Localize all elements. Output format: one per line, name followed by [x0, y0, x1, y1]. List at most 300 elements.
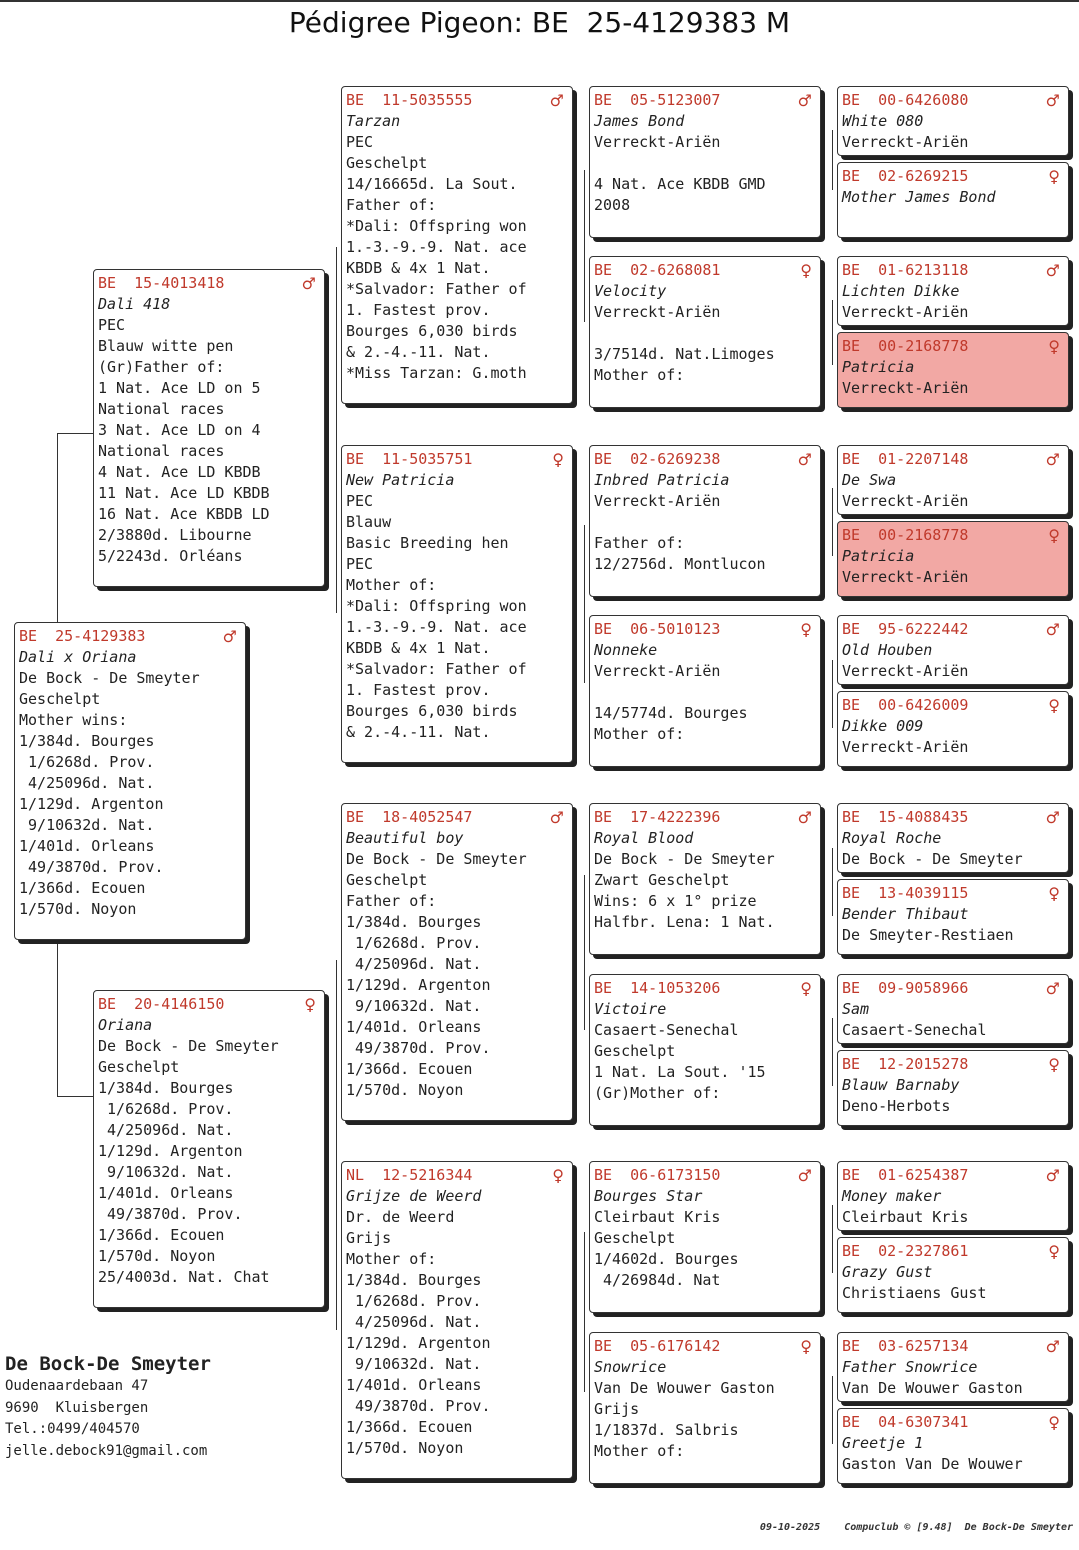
- ring-number: 01-2207148: [878, 450, 969, 468]
- pigeon-detail-line: 49/3870d. Prov.: [346, 1397, 491, 1415]
- pigeon-detail-line: 4/25096d. Nat.: [98, 1121, 234, 1139]
- female-icon: ♀: [304, 995, 316, 1014]
- country-code: BE: [842, 1242, 861, 1260]
- pigeon-name: Patricia: [842, 358, 915, 376]
- pigeon-card-g3e[interactable]: [589, 803, 821, 955]
- pigeon-card-g2b[interactable]: [341, 445, 573, 763]
- country-code: BE: [594, 808, 613, 826]
- male-icon: ♂: [797, 91, 812, 110]
- breeder-city: 9690 Kluisbergen: [5, 1399, 149, 1416]
- pigeon-detail-line: Dr. de Weerd: [346, 1208, 455, 1226]
- pigeon-detail-line: PEC: [98, 316, 126, 334]
- female-icon: ♀: [1048, 1413, 1060, 1432]
- pigeon-detail-line: 9/10632d. Nat.: [346, 997, 482, 1015]
- pigeon-detail-line: Father of:: [346, 892, 437, 910]
- pigeon-ring: [98, 273, 320, 294]
- pigeon-detail-line: 1/366d. Ecouen: [19, 879, 146, 897]
- pigeon-ring: [594, 90, 816, 111]
- connector-line: [832, 660, 833, 728]
- pigeon-detail-line: De Bock - De Smeyter: [19, 669, 200, 687]
- pigeon-detail-line: 49/3870d. Prov.: [346, 1039, 491, 1057]
- pigeon-card-g3c[interactable]: [589, 445, 821, 597]
- pigeon-detail-line: Halfbr. Lena: 1 Nat.: [594, 913, 775, 931]
- pigeon-detail-line: 1/570d. Noyon: [98, 1247, 216, 1265]
- country-code: BE: [346, 91, 365, 109]
- ring-number: 15-4088435: [878, 808, 969, 826]
- pigeon-detail-line: Verreckt-Ariën: [594, 492, 721, 510]
- pigeon-detail-line: PEC: [346, 133, 374, 151]
- ring-number: 25-4129383: [55, 627, 146, 645]
- pigeon-detail-line: Basic Breeding hen: [346, 534, 509, 552]
- connector-line: [336, 247, 337, 613]
- pigeon-detail-line: 25/4003d. Nat. Chat: [98, 1268, 270, 1286]
- pigeon-detail-line: Geschelpt: [346, 871, 428, 889]
- pigeon-detail-line: 4/25096d. Nat.: [346, 955, 482, 973]
- pigeon-detail-line: Grijs: [346, 1229, 392, 1247]
- ring-number: 13-4039115: [878, 884, 969, 902]
- pigeon-ring: [842, 336, 1064, 357]
- breeder-address: Oudenaardebaan 47: [5, 1378, 149, 1394]
- country-code: BE: [98, 274, 117, 292]
- pigeon-name: Velocity: [594, 282, 667, 300]
- pigeon-detail-line: 3/7514d. Nat.Limoges: [594, 345, 775, 363]
- pigeon-detail-line: Verreckt-Ariën: [842, 303, 969, 321]
- pigeon-detail-line: National races: [98, 400, 225, 418]
- pigeon-detail-line: (Gr)Father of:: [98, 358, 225, 376]
- pigeon-detail-line: Geschelpt: [98, 1058, 180, 1076]
- pigeon-card-g4j[interactable]: [837, 879, 1069, 955]
- pigeon-name: Tarzan: [346, 112, 401, 130]
- female-icon: ♀: [800, 620, 812, 639]
- pigeon-detail-line: Bourges 6,030 birds: [346, 702, 518, 720]
- pigeon-detail-line: 1. Fastest prov.: [346, 301, 491, 319]
- pigeon-detail-line: De Bock - De Smeyter: [346, 850, 527, 868]
- pigeon-name: Inbred Patricia: [594, 471, 730, 489]
- female-icon: ♀: [1048, 696, 1060, 715]
- pigeon-detail-line: [594, 682, 816, 703]
- pigeon-name: Lichten Dikke: [842, 282, 960, 300]
- country-code: BE: [842, 808, 861, 826]
- pigeon-detail-line: 14/16665d. La Sout.: [346, 175, 518, 193]
- country-code: BE: [98, 995, 117, 1013]
- pigeon-detail-line: 1/570d. Noyon: [346, 1439, 464, 1457]
- pigeon-detail-line: 1.-3.-9.-9. Nat. ace: [346, 238, 527, 256]
- pigeon-card-g3d[interactable]: [589, 615, 821, 767]
- pigeon-detail-line: 49/3870d. Prov.: [19, 858, 164, 876]
- country-code: BE: [842, 450, 861, 468]
- pigeon-name: Oriana: [98, 1016, 153, 1034]
- country-code: BE: [594, 620, 613, 638]
- pigeon-detail-line: *Salvador: Father of: [346, 660, 527, 678]
- pigeon-ring: [19, 626, 241, 647]
- male-icon: ♂: [1045, 1166, 1060, 1185]
- country-code: BE: [842, 884, 861, 902]
- pigeon-detail-line: Gaston Van De Wouwer: [842, 1455, 1023, 1473]
- pigeon-ring: [594, 978, 816, 999]
- pigeon-ring: [842, 1054, 1064, 1075]
- pigeon-detail-line: Mother of:: [346, 1250, 437, 1268]
- top-border: [0, 0, 1079, 2]
- male-icon: ♂: [1045, 450, 1060, 469]
- pigeon-detail-line: 3 Nat. Ace LD on 4: [98, 421, 261, 439]
- pigeon-detail-line: De Bock - De Smeyter: [842, 850, 1023, 868]
- pigeon-card-g4h[interactable]: [837, 691, 1069, 767]
- ring-number: 02-6269215: [878, 167, 969, 185]
- page-title: Pédigree Pigeon: BE 25-4129383 M: [288, 6, 791, 39]
- pigeon-ring: [842, 1412, 1064, 1433]
- pigeon-card-g4n[interactable]: [837, 1237, 1069, 1313]
- country-code: BE: [346, 450, 365, 468]
- pigeon-detail-line: KBDB & 4x 1 Nat.: [346, 259, 491, 277]
- pigeon-name: Money maker: [842, 1187, 942, 1205]
- pigeon-card-g4e[interactable]: [837, 445, 1069, 515]
- pigeon-detail-line: Mother of:: [594, 725, 685, 743]
- male-icon: ♂: [1045, 261, 1060, 280]
- pigeon-ring: [346, 1165, 568, 1186]
- pigeon-card-g2d[interactable]: [341, 1161, 573, 1479]
- pigeon-ring: [346, 90, 568, 111]
- pigeon-ring: [842, 807, 1064, 828]
- pigeon-detail-line: 49/3870d. Prov.: [98, 1205, 243, 1223]
- connector-line: [832, 848, 833, 916]
- ring-number: 05-6176142: [630, 1337, 721, 1355]
- country-code: NL: [346, 1166, 365, 1184]
- pigeon-ring: [842, 166, 1064, 187]
- pigeon-card-g1a[interactable]: [93, 269, 325, 587]
- pigeon-name: Bender Thibaut: [842, 905, 969, 923]
- male-icon: ♂: [549, 91, 564, 110]
- ring-number: 04-6307341: [878, 1413, 969, 1431]
- pigeon-detail-line: Cleirbaut Kris: [842, 1208, 969, 1226]
- pigeon-detail-line: 1/129d. Argenton: [346, 976, 491, 994]
- pigeon-ring: [346, 807, 568, 828]
- ring-number: 02-2327861: [878, 1242, 969, 1260]
- breeder-info: [5, 1352, 211, 1462]
- pigeon-ring: [842, 1241, 1064, 1262]
- pigeon-name: Grijze de Weerd: [346, 1187, 482, 1205]
- ring-number: 14-1053206: [630, 979, 721, 997]
- ring-number: 02-6268081: [630, 261, 721, 279]
- pigeon-detail-line: 1/570d. Noyon: [19, 900, 137, 918]
- pigeon-name: James Bond: [594, 112, 685, 130]
- female-icon: ♀: [1048, 884, 1060, 903]
- pigeon-ring: [842, 260, 1064, 281]
- pigeon-detail-line: Zwart Geschelpt: [594, 871, 730, 889]
- pigeon-card-g4g[interactable]: [837, 615, 1069, 685]
- pigeon-name: Blauw Barnaby: [842, 1076, 960, 1094]
- ring-number: 01-6213118: [878, 261, 969, 279]
- country-code: BE: [842, 1166, 861, 1184]
- pigeon-detail-line: Verreckt-Ariën: [594, 303, 721, 321]
- ring-number: 00-2168778: [878, 337, 969, 355]
- breeder-email[interactable]: jelle.debock91@gmail.com: [5, 1442, 208, 1459]
- country-code: BE: [842, 696, 861, 714]
- pigeon-card-g1b[interactable]: [93, 990, 325, 1308]
- pigeon-detail-line: (Gr)Mother of:: [594, 1084, 721, 1102]
- female-icon: ♀: [1048, 167, 1060, 186]
- pigeon-card-g4i[interactable]: [837, 803, 1069, 873]
- pigeon-ring: [842, 619, 1064, 640]
- pigeon-ring: [594, 1165, 816, 1186]
- connector-line: [832, 1018, 833, 1086]
- pigeon-detail-line: Verreckt-Ariën: [842, 738, 969, 756]
- footer-credit: 09-10-2025 Compuclub © [9.48] De Bock-De Smeyter: [759, 1522, 1073, 1533]
- connector-line: [832, 130, 833, 190]
- country-code: BE: [346, 808, 365, 826]
- pigeon-card-g4m[interactable]: [837, 1161, 1069, 1231]
- pigeon-ring: [842, 883, 1064, 904]
- pigeon-detail-line: PEC: [346, 555, 374, 573]
- pigeon-ring: [594, 449, 816, 470]
- pigeon-detail-line: *Dali: Offspring won: [346, 597, 527, 615]
- pigeon-detail-line: 1/401d. Orleans: [346, 1018, 482, 1036]
- pigeon-detail-line: 1.-3.-9.-9. Nat. ace: [346, 618, 527, 636]
- country-code: BE: [594, 1337, 613, 1355]
- pigeon-detail-line: 16 Nat. Ace KBDB LD: [98, 505, 270, 523]
- pigeon-detail-line: 1/6268d. Prov.: [346, 934, 482, 952]
- pigeon-detail-line: 1/384d. Bourges: [346, 913, 482, 931]
- pigeon-detail-line: Van De Wouwer Gaston: [594, 1379, 775, 1397]
- country-code: BE: [594, 91, 613, 109]
- pigeon-name: Royal Blood: [594, 829, 694, 847]
- pigeon-detail-line: Geschelpt: [594, 1042, 676, 1060]
- pigeon-card-g4b[interactable]: [837, 162, 1069, 238]
- pigeon-card-g4o[interactable]: [837, 1332, 1069, 1402]
- pigeon-detail-line: 1/384d. Bourges: [346, 1271, 482, 1289]
- pigeon-detail-line: 1/401d. Orleans: [19, 837, 155, 855]
- ring-number: 01-6254387: [878, 1166, 969, 1184]
- pigeon-card-g4k[interactable]: [837, 974, 1069, 1044]
- connector-line: [584, 170, 585, 322]
- pigeon-ring: [842, 1165, 1064, 1186]
- pigeon-detail-line: Geschelpt: [346, 154, 428, 172]
- male-icon: ♂: [301, 274, 316, 293]
- pigeon-detail-line: 1/384d. Bourges: [19, 732, 155, 750]
- pigeon-name: Patricia: [842, 547, 915, 565]
- connector-line: [584, 1232, 585, 1392]
- pigeon-detail-line: [594, 323, 816, 344]
- pigeon-detail-line: Van De Wouwer Gaston: [842, 1379, 1023, 1397]
- ring-number: 12-2015278: [878, 1055, 969, 1073]
- country-code: BE: [842, 1337, 861, 1355]
- pigeon-detail-line: Verreckt-Ariën: [842, 662, 969, 680]
- connector-line: [584, 525, 585, 683]
- pigeon-detail-line: 1 Nat. La Sout. '15: [594, 1063, 766, 1081]
- pigeon-card-g3f[interactable]: [589, 974, 821, 1126]
- pigeon-card-g4a[interactable]: [837, 86, 1069, 156]
- male-icon: ♂: [1045, 1337, 1060, 1356]
- pigeon-name: Beautiful boy: [346, 829, 464, 847]
- male-icon: ♂: [797, 450, 812, 469]
- country-code: BE: [594, 450, 613, 468]
- ring-number: 15-4013418: [134, 274, 225, 292]
- ring-number: 11-5035751: [382, 450, 473, 468]
- pigeon-detail-line: *Salvador: Father of: [346, 280, 527, 298]
- ring-number: 09-9058966: [878, 979, 969, 997]
- pigeon-detail-line: Father of:: [594, 534, 685, 552]
- female-icon: ♀: [1048, 1055, 1060, 1074]
- pigeon-name: Father Snowrice: [842, 1358, 978, 1376]
- country-code: BE: [594, 261, 613, 279]
- ring-number: 05-5123007: [630, 91, 721, 109]
- pigeon-ring: [594, 260, 816, 281]
- country-code: BE: [842, 526, 861, 544]
- country-code: BE: [842, 979, 861, 997]
- female-icon: ♀: [1048, 337, 1060, 356]
- pigeon-card-g4f[interactable]: [837, 521, 1069, 597]
- pigeon-name: Grazy Gust: [842, 1263, 933, 1281]
- male-icon: ♂: [222, 627, 237, 646]
- connector-line: [57, 433, 58, 623]
- pigeon-card-g4c[interactable]: [837, 256, 1069, 326]
- pigeon-detail-line: Mother of:: [346, 576, 437, 594]
- pigeon-detail-line: 1/384d. Bourges: [98, 1079, 234, 1097]
- ring-number: 00-6426009: [878, 696, 969, 714]
- country-code: BE: [842, 1055, 861, 1073]
- pigeon-detail-line: 1 Nat. Ace LD on 5: [98, 379, 261, 397]
- pigeon-name: Nonneke: [594, 641, 658, 659]
- pigeon-card-g0[interactable]: [14, 622, 246, 940]
- pigeon-detail-line: 1/401d. Orleans: [98, 1184, 234, 1202]
- pigeon-name: New Patricia: [346, 471, 455, 489]
- pigeon-detail-line: 1/1837d. Salbris: [594, 1421, 739, 1439]
- country-code: BE: [842, 91, 861, 109]
- pigeon-detail-line: 14/5774d. Bourges: [594, 704, 748, 722]
- male-icon: ♂: [1045, 979, 1060, 998]
- country-code: BE: [842, 1413, 861, 1431]
- pigeon-card-g3a[interactable]: [589, 86, 821, 238]
- pigeon-detail-line: 9/10632d. Nat.: [19, 816, 155, 834]
- ring-number: 12-5216344: [382, 1166, 473, 1184]
- pigeon-ring: [594, 1336, 816, 1357]
- pigeon-card-g4p[interactable]: [837, 1408, 1069, 1484]
- pigeon-detail-line: Verreckt-Ariën: [842, 379, 969, 397]
- pigeon-detail-line: 4/26984d. Nat: [594, 1271, 721, 1289]
- pigeon-detail-line: 1/6268d. Prov.: [346, 1292, 482, 1310]
- pigeon-detail-line: 5/2243d. Orléans: [98, 547, 243, 565]
- pigeon-card-g3g[interactable]: [589, 1161, 821, 1313]
- ring-number: 00-2168778: [878, 526, 969, 544]
- pigeon-detail-line: Mother of:: [594, 366, 685, 384]
- pigeon-detail-line: 1/129d. Argenton: [346, 1334, 491, 1352]
- pigeon-ring: [842, 525, 1064, 546]
- pigeon-detail-line: 1/6268d. Prov.: [19, 753, 155, 771]
- connector-line: [832, 1376, 833, 1444]
- pigeon-ring: [98, 994, 320, 1015]
- pigeon-detail-line: Wins: 6 x 1° prize: [594, 892, 757, 910]
- pigeon-detail-line: De Bock - De Smeyter: [98, 1037, 279, 1055]
- ring-number: 20-4146150: [134, 995, 225, 1013]
- country-code: BE: [19, 627, 38, 645]
- pigeon-card-g2c[interactable]: [341, 803, 573, 1121]
- ring-number: 03-6257134: [878, 1337, 969, 1355]
- male-icon: ♂: [1045, 808, 1060, 827]
- pigeon-detail-line: 9/10632d. Nat.: [346, 1355, 482, 1373]
- pigeon-name: De Swa: [842, 471, 897, 489]
- pigeon-card-g4l[interactable]: [837, 1050, 1069, 1126]
- breeder-name: De Bock-De Smeyter: [5, 1353, 211, 1375]
- pigeon-name: Snowrice: [594, 1358, 667, 1376]
- country-code: BE: [594, 979, 613, 997]
- pigeon-ring: [842, 1336, 1064, 1357]
- country-code: BE: [842, 167, 861, 185]
- ring-number: 02-6269238: [630, 450, 721, 468]
- female-icon: ♀: [1048, 1242, 1060, 1261]
- pigeon-detail-line: Verreckt-Ariën: [594, 662, 721, 680]
- connector-line: [584, 875, 585, 1030]
- pigeon-detail-line: [594, 512, 816, 533]
- pigeon-card-g4d[interactable]: [837, 332, 1069, 408]
- pigeon-detail-line: Verreckt-Ariën: [594, 133, 721, 151]
- pigeon-card-g3h[interactable]: [589, 1332, 821, 1484]
- pigeon-ring: [594, 619, 816, 640]
- connector-line: [832, 488, 833, 556]
- pigeon-name: Bourges Star: [594, 1187, 703, 1205]
- pigeon-detail-line: Christiaens Gust: [842, 1284, 987, 1302]
- pigeon-detail-line: 11 Nat. Ace LD KBDB: [98, 484, 270, 502]
- pigeon-detail-line: Mother wins:: [19, 711, 128, 729]
- male-icon: ♂: [797, 1166, 812, 1185]
- pigeon-detail-line: 1/366d. Ecouen: [346, 1060, 473, 1078]
- pigeon-detail-line: [594, 153, 816, 174]
- pigeon-detail-line: Verreckt-Ariën: [842, 133, 969, 151]
- connector-line: [336, 960, 337, 1330]
- female-icon: ♀: [552, 450, 564, 469]
- pigeon-ring: [842, 90, 1064, 111]
- connector-line: [57, 1096, 93, 1097]
- pigeon-detail-line: Geschelpt: [594, 1229, 676, 1247]
- pigeon-detail-line: 1/4602d. Bourges: [594, 1250, 739, 1268]
- pigeon-detail-line: 1/570d. Noyon: [346, 1081, 464, 1099]
- pigeon-detail-line: 1/129d. Argenton: [98, 1142, 243, 1160]
- pigeon-detail-line: & 2.-4.-11. Nat.: [346, 343, 491, 361]
- pigeon-name: Dali x Oriana: [19, 648, 137, 666]
- pigeon-ring: [842, 978, 1064, 999]
- pigeon-card-g2a[interactable]: [341, 86, 573, 404]
- pigeon-detail-line: 12/2756d. Montlucon: [594, 555, 766, 573]
- pigeon-detail-line: Bourges 6,030 birds: [346, 322, 518, 340]
- pigeon-detail-line: & 2.-4.-11. Nat.: [346, 723, 491, 741]
- pigeon-detail-line: *Dali: Offspring won: [346, 217, 527, 235]
- male-icon: ♂: [797, 808, 812, 827]
- pigeon-detail-line: Grijs: [594, 1400, 640, 1418]
- pigeon-detail-line: Blauw witte pen: [98, 337, 234, 355]
- female-icon: ♀: [1048, 526, 1060, 545]
- pigeon-name: Dali 418: [98, 295, 171, 313]
- male-icon: ♂: [1045, 91, 1060, 110]
- country-code: BE: [842, 261, 861, 279]
- pigeon-ring: [594, 807, 816, 828]
- pigeon-detail-line: PEC: [346, 492, 374, 510]
- pigeon-detail-line: 1/366d. Ecouen: [346, 1418, 473, 1436]
- pigeon-detail-line: Casaert-Senechal: [594, 1021, 739, 1039]
- pigeon-detail-line: De Smeyter-Restiaen: [842, 926, 1014, 944]
- connector-line: [832, 300, 833, 365]
- female-icon: ♀: [800, 979, 812, 998]
- pigeon-card-g3b[interactable]: [589, 256, 821, 408]
- pigeon-ring: [842, 449, 1064, 470]
- ring-number: 17-4222396: [630, 808, 721, 826]
- pigeon-detail-line: *Miss Tarzan: G.moth: [346, 364, 527, 382]
- pigeon-detail-line: 1/366d. Ecouen: [98, 1226, 225, 1244]
- pigeon-ring: [842, 695, 1064, 716]
- pigeon-detail-line: KBDB & 4x 1 Nat.: [346, 639, 491, 657]
- country-code: BE: [842, 620, 861, 638]
- pigeon-detail-line: Cleirbaut Kris: [594, 1208, 721, 1226]
- pigeon-detail-line: 1/129d. Argenton: [19, 795, 164, 813]
- pigeon-detail-line: Father of:: [346, 196, 437, 214]
- ring-number: 06-5010123: [630, 620, 721, 638]
